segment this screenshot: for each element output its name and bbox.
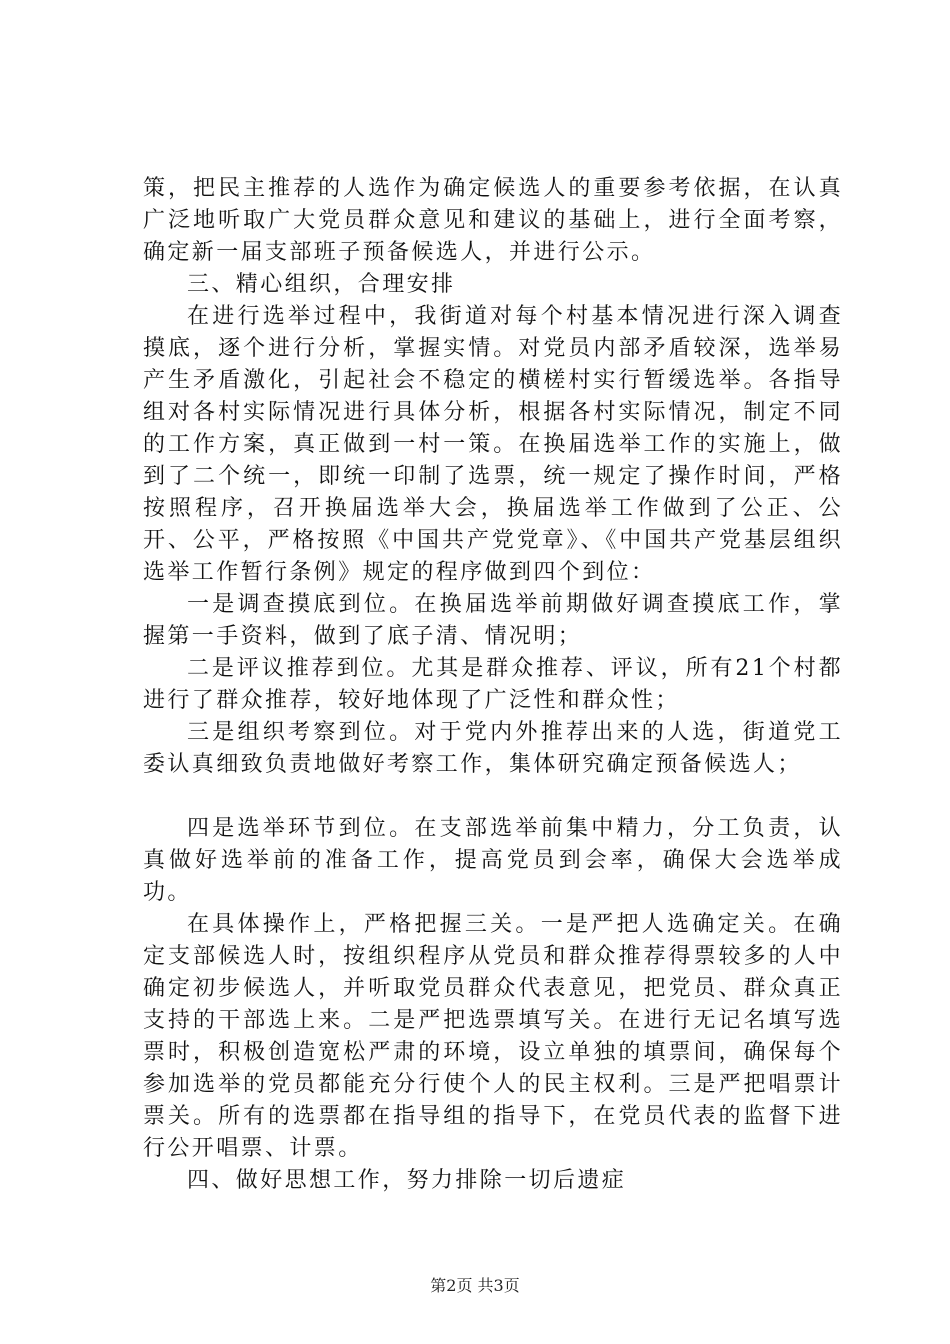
page-number: 第2页 共3页 [430, 1276, 520, 1295]
paragraph: 在具体操作上，严格把握三关。一是严把人选确定关。在确定支部候选人时，按组织程序从党员和群众推荐得票较多的人中确定初步候选人，并听取党员群众代表意见，把党员、群众真正支持的干部选上来。二是严把选票填写关。在进行无记名填写选票时，积极创造宽松严肃的环境，设立单独的填票间，确保每个参加选举的党员都能充分行使个人的民主权利。三是严把唱票计票关。所有的选票都在指导组的指导下，在党员代表的监督下进行公开唱票、计票。 [143, 912, 843, 1161]
list-item: 四是选举环节到位。在支部选举前集中精力，分工负责，认真做好选举前的准备工作，提高党员到会率，确保大会选举成功。 [143, 816, 843, 905]
paragraph: 在进行选举过程中，我街道对每个村基本情况进行深入调查摸底，逐个进行分析，掌握实情。对党员内部矛盾较深，选举易产生矛盾激化，引起社会不稳定的横槎村实行暂缓选举。各指导组对各村实际情况进行具体分析，根据各村实际情况，制定不同的工作方案，真正做到一村一策。在换届选举工作的实施上，做到了二个统一，即统一印制了选票，统一规定了操作时间，严格按照程序，召开换届选举大会，换届选举工作做到了公正、公开、公平，严格按照《中国共产党党章》、《中国共产党基层组织选举工作暂行条例》规定的程序做到四个到位： [143, 304, 843, 585]
list-item: 二是评议推荐到位。尤其是群众推荐、评议，所有21个村都进行了群众推荐，较好地体现了广泛性和群众性； [143, 656, 843, 713]
document-body [143, 173, 843, 1197]
paragraph-continuation: 策，把民主推荐的人选作为确定候选人的重要参考依据，在认真广泛地听取广大党员群众意见和建议的基础上，进行全面考察，确定新一届支部班子预备候选人，并进行公示。 [143, 176, 843, 265]
section-heading-3: 三、精心组织，合理安排 [187, 272, 456, 297]
list-item: 一是调查摸底到位。在换届选举前期做好调查摸底工作，掌握第一手资料，做到了底子清、情况明； [143, 592, 843, 649]
list-item: 三是组织考察到位。对于党内外推荐出来的人选，街道党工委认真细致负责地做好考察工作，集体研究确定预备候选人； [143, 720, 843, 777]
section-heading-4: 四、做好思想工作，努力排除一切后遗症 [187, 1168, 627, 1193]
